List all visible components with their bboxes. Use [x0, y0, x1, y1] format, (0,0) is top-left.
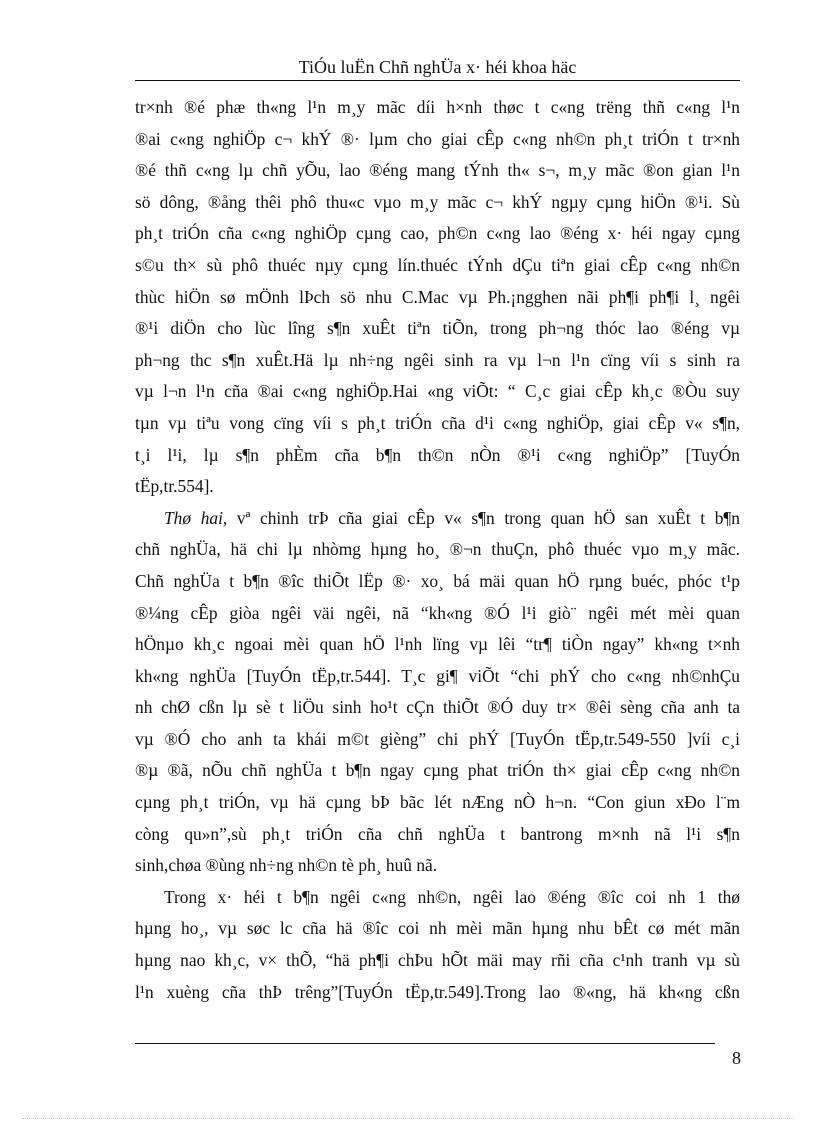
text-line: vµ ®Ó cho anh ta khái m©t gièng” chi phÝ [TuyÓn tËp,tr.549-550 ]víi c¸i [135, 728, 740, 749]
text-line: còng qu»n”,sù ph¸t triÓn cña chñ nghÜa t bantrong m×nh nã l¹i s¶n [135, 823, 740, 844]
footer-divider [135, 1043, 715, 1044]
text-line: vµ l¬n l¹n cña ®ai c«ng nghiÖp.Hai «ng viÕt: “ C¸c giai cÊp kh¸c ®Òu suy [135, 381, 740, 402]
text-line: ®é thñ c«ng lµ chñ yÕu, lao ®éng mang tÝnh th« s¬, m¸y mãc ®on gian l¹n [135, 160, 740, 181]
text-line: ®ai c«ng nghiÖp c¬ khÝ ®· lµm cho giai cÊp c«ng nh©n ph¸t triÓn t tr×nh [135, 128, 740, 149]
text-line: sinh,chøa ®ùng nh÷ng nh©n tè ph¸ huû nã. [135, 855, 438, 876]
text-line: l¹n xuèng cña thÞ trêng”[TuyÓn tËp,tr.549].Trong lao ®«ng, hä kh«ng cßn [135, 981, 740, 1002]
page-number: 8 [732, 1048, 741, 1068]
text-line: tËp,tr.554]. [135, 476, 214, 497]
text-line: nh chØ cßn lµ sè t liÖu sinh ho¹t cÇn thiÕt ®Ó duy tr× ®êi sèng cña anh ta [135, 697, 740, 718]
text-line: sö dông, ®ång thêi phô thu«c vµo m¸y mãc c¬ khÝ ngµy cµng hiÖn ®¹i. Sù [135, 191, 740, 212]
text-line: ph¸t triÓn cña c«ng nghiÖp cµng cao, ph©n c«ng lao ®éng x· héi ngay cµng [135, 223, 740, 244]
text-line: cµng ph¸t triÓn, vµ hä cµng bÞ bãc lét nÆng nÒ h¬n. “Con giun xÐo l¨m [135, 792, 740, 813]
body-text [135, 92, 740, 1008]
text-line: t¸i l¹i, lµ s¶n phÈm cña b¶n th©n nÒn ®¹i c«ng nghiÖp” [TuyÓn [135, 444, 740, 465]
text-line: ph¬ng thc s¶n xuÊt.Hä lµ nh÷ng ngêi sinh ra vµ l¬n l¹n cïng víi s sinh ra [135, 349, 740, 370]
text-line: tr×nh ®é phæ th«ng l¹n m¸y mãc díi h×nh thøc t c«ng trëng thñ c«ng l¹n [135, 97, 740, 117]
text-line: kh«ng nghÜa [TuyÓn tËp,tr.544]. T¸c gi¶ viÕt “chi phÝ cho c«ng nh©nhÇu [135, 665, 740, 686]
page-break-dotted-line [22, 1118, 794, 1119]
text-line: chñ nghÜa, hä chi lµ nhòmg hµng ho¸ ®¬n thuÇn, phô thuéc vµo m¸y mãc. [135, 539, 740, 560]
text-line: hµng nao kh¸c, v× thÕ, “hä ph¶i chÞu hÕt mäi may rñi cña c¹nh tranh vµ sù [135, 950, 740, 971]
text-line: ®¹i diÖn cho lùc lîng s¶n xuÊt tiªn tiÕn, trong ph¬ng thóc lao ®éng vµ [135, 318, 740, 339]
text-line: Trong x· héi t b¶n ngêi c«ng nh©n, ngêi lao ®éng ®îc coi nh 1 thø [164, 886, 740, 907]
paragraph-2-first-line-text: vª chinh trÞ cña giai cÊp v« s¶n trong quan hÖ san xuÊt t b¶n [227, 507, 740, 528]
paragraph-2-lead: Thø hai, [164, 507, 228, 528]
text-line: thùc hiÖn sø mÖnh lÞch sö nhu C.Mac vµ Ph.¡ngghen nãi ph¶i ph¶i l¸ ngêi [135, 286, 740, 307]
text-line: hµng ho¸, vµ søc lc cña hä ®îc coi nh mèi mãn hµng nhu bÊt cø mét mãn [135, 918, 740, 939]
paragraph-2-first-line [135, 503, 740, 535]
text-line: tµn vµ tiªu vong cïng víi s ph¸t triÓn cña d¹i c«ng nghiÖp, giai cÊp v« s¶n, [135, 412, 740, 433]
text-line: Chñ nghÜa t b¶n ®îc thiÕt lËp ®· xo¸ bá mäi quan hÖ rµng buéc, phóc t¹p [135, 570, 740, 591]
text-line: ®¼ng cÊp giòa ngêi väi ngêi, nã “kh«ng ®Ó l¹i giò¨ ngêi mét mèi quan [135, 602, 740, 623]
text-line: ®µ ®ã, nÕu chñ nghÜa t b¶n ngay cµng phat triÓn th× giai cÊp c«ng nh©n [135, 760, 740, 781]
header-divider [135, 80, 740, 81]
text-line: hÖnµo kh¸c ngoai mèi quan hÖ l¹nh lïng vµ lêi “tr¶ tiÒn ngay” kh«ng t×nh [135, 634, 740, 655]
text-line: s©u th× sù phô thuéc nµy cµng lín.thuéc tÝnh dÇu tiªn giai cÊp c«ng nh©n [135, 254, 740, 275]
page-header-title: TiÓu luËn Chñ nghÜa x· héi khoa häc [298, 57, 577, 77]
